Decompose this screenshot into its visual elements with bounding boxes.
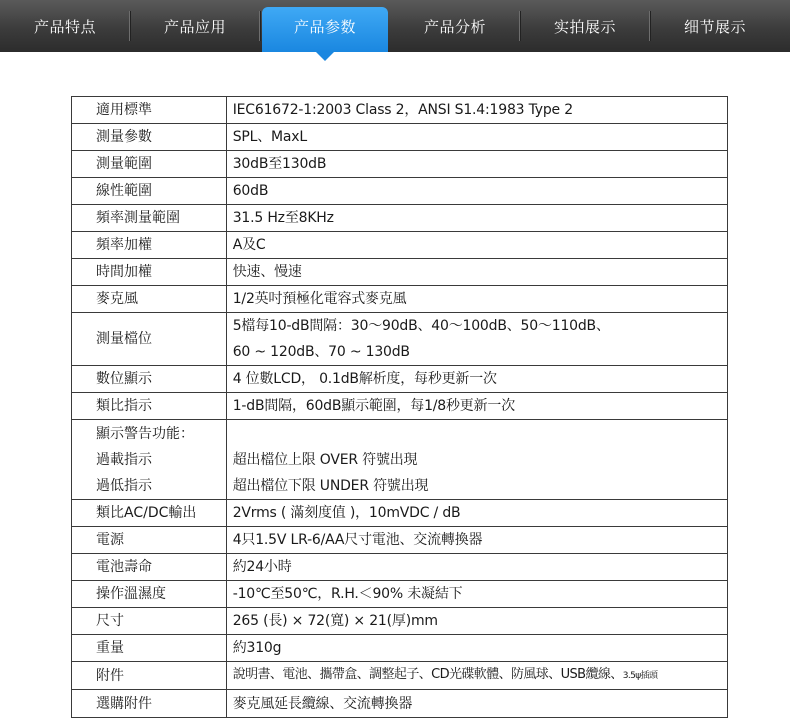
tab-details[interactable] bbox=[650, 0, 780, 52]
spec-value: IEC61672-1:2003 Class 2，ANSI S1.4:1983 Type 2 bbox=[226, 97, 727, 124]
spec-value: 30dB至130dB bbox=[226, 151, 727, 178]
spec-value bbox=[226, 662, 727, 690]
spec-key: 電源 bbox=[72, 527, 227, 554]
spec-key: 測量檔位 bbox=[72, 313, 227, 366]
table-row bbox=[72, 97, 728, 124]
warning-title: 顯示警告功能： bbox=[96, 425, 194, 442]
table-row bbox=[72, 232, 728, 259]
spec-key: 附件 bbox=[72, 662, 227, 690]
table-row bbox=[72, 420, 728, 500]
table-row bbox=[72, 259, 728, 286]
table-row bbox=[72, 554, 728, 581]
spec-key: 頻率測量範圍 bbox=[72, 205, 227, 232]
overload-value: 超出檔位上限 OVER 符號出現 bbox=[232, 451, 418, 468]
spec-value: 4 位數LCD， 0.1dB解析度，每秒更新一次 bbox=[226, 366, 727, 393]
spec-value-line: 5檔每10-dB間隔：30～90dB、40～100dB、50～110dB、 bbox=[232, 318, 610, 334]
spec-key: 選購附件 bbox=[72, 690, 227, 718]
table-row bbox=[72, 205, 728, 232]
tab-parameters[interactable] bbox=[260, 0, 390, 52]
spec-key: 數位顯示 bbox=[72, 366, 227, 393]
spec-key: 重量 bbox=[72, 635, 227, 662]
spec-value: A及C bbox=[226, 232, 727, 259]
tab-analysis[interactable] bbox=[390, 0, 520, 52]
spec-value: 265 (長) × 72(寬) × 21(厚)mm bbox=[226, 608, 727, 635]
table-row bbox=[72, 690, 728, 718]
table-row bbox=[72, 500, 728, 527]
spec-key: 操作溫濕度 bbox=[72, 581, 227, 608]
table-row bbox=[72, 286, 728, 313]
table-row bbox=[72, 124, 728, 151]
table-row bbox=[72, 608, 728, 635]
spec-key: 頻率加權 bbox=[72, 232, 227, 259]
spec-key bbox=[72, 420, 227, 500]
spec-value: SPL、MaxL bbox=[226, 124, 727, 151]
table-row bbox=[72, 662, 728, 690]
spec-key: 類比AC/DC輸出 bbox=[72, 500, 227, 527]
spec-value: 快速、慢速 bbox=[226, 259, 727, 286]
spec-value: 1-dB間隔，60dB顯示範圍，每1/8秒更新一次 bbox=[226, 393, 727, 420]
table-row bbox=[72, 366, 728, 393]
table-row bbox=[72, 178, 728, 205]
tab-label: 产品参数 bbox=[293, 17, 356, 36]
tab-photos[interactable] bbox=[520, 0, 650, 52]
tab-label: 产品特点 bbox=[33, 17, 96, 36]
tab-label: 细节展示 bbox=[683, 17, 746, 36]
spec-key: 麥克風 bbox=[72, 286, 227, 313]
spec-value: 1/2英吋預極化電容式麥克風 bbox=[226, 286, 727, 313]
table-row bbox=[72, 393, 728, 420]
spec-value bbox=[226, 313, 727, 366]
tab-label: 实拍展示 bbox=[553, 17, 616, 36]
spec-value-line: 60 ~ 120dB、70 ~ 130dB bbox=[232, 344, 410, 360]
spec-key: 電池壽命 bbox=[72, 554, 227, 581]
tab-label: 产品应用 bbox=[163, 17, 226, 36]
spec-key: 線性範圍 bbox=[72, 178, 227, 205]
spec-value: 31.5 Hz至8KHz bbox=[226, 205, 727, 232]
underrange-value: 超出檔位下限 UNDER 符號出現 bbox=[232, 477, 429, 494]
table-row bbox=[72, 151, 728, 178]
spec-key: 尺寸 bbox=[72, 608, 227, 635]
spec-value: 4只1.5V LR-6/AA尺寸電池、交流轉換器 bbox=[226, 527, 727, 554]
table-row bbox=[72, 581, 728, 608]
tab-label: 产品分析 bbox=[423, 17, 486, 36]
tab-bar bbox=[0, 0, 790, 52]
table-row bbox=[72, 527, 728, 554]
spec-key: 測量範圍 bbox=[72, 151, 227, 178]
overload-key: 過載指示 bbox=[96, 451, 152, 468]
table-row bbox=[72, 635, 728, 662]
spec-value bbox=[226, 420, 727, 500]
spec-key: 測量參數 bbox=[72, 124, 227, 151]
spec-key: 適用標準 bbox=[72, 97, 227, 124]
tab-applications[interactable] bbox=[130, 0, 260, 52]
tab-features[interactable] bbox=[0, 0, 130, 52]
spec-value: 2Vrms ( 滿刻度值 )，10mVDC / dB bbox=[226, 500, 727, 527]
spec-value: 約24小時 bbox=[226, 554, 727, 581]
underrange-key: 過低指示 bbox=[96, 477, 152, 494]
spec-value: -10℃至50℃，R.H.＜90% 未凝結下 bbox=[226, 581, 727, 608]
spec-key: 時間加權 bbox=[72, 259, 227, 286]
spec-value: 60dB bbox=[226, 178, 727, 205]
spec-value: 麥克風延長纜線、交流轉換器 bbox=[226, 690, 727, 718]
spec-value: 約310g bbox=[226, 635, 727, 662]
accessories-text: 說明書、電池、攜帶盒、調整起子、CD光碟軟體、防風球、USB纜線、 bbox=[232, 667, 623, 682]
active-tab-arrow-icon bbox=[315, 51, 335, 61]
table-row bbox=[72, 313, 728, 366]
accessories-plug: 3.5ψ插頭 bbox=[622, 671, 658, 681]
spacer bbox=[233, 421, 721, 447]
spec-key: 類比指示 bbox=[72, 393, 227, 420]
spec-table bbox=[71, 96, 728, 718]
